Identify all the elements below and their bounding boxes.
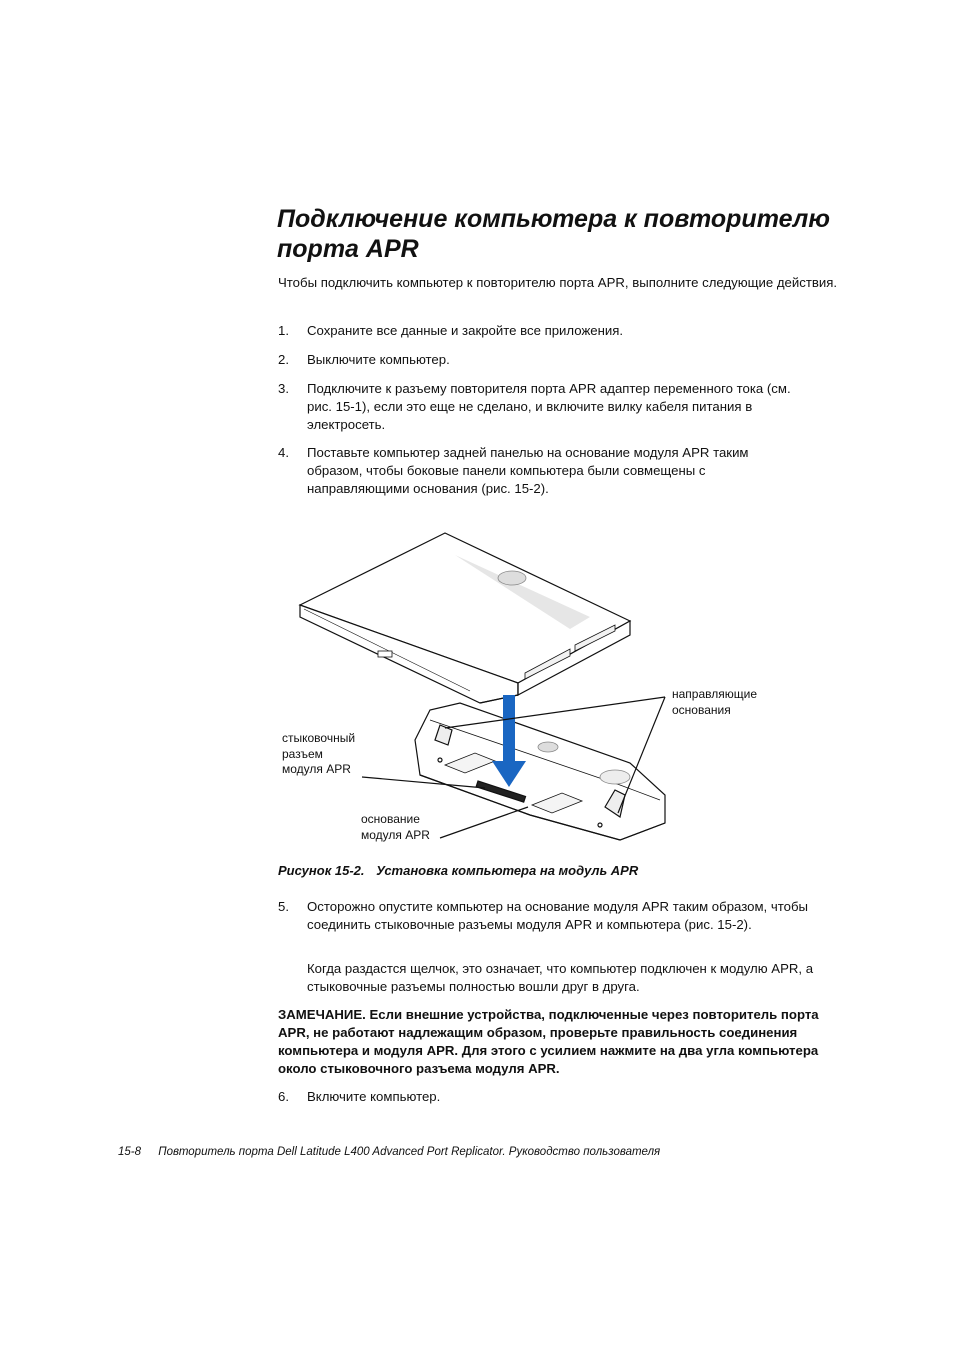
- callout-text: направляющие: [672, 687, 757, 701]
- step-number: 5.: [278, 899, 289, 914]
- callout-text: основания: [672, 702, 731, 717]
- step-text: Включите компьютер.: [307, 1089, 441, 1104]
- page-title: [277, 204, 877, 264]
- laptop-drawing: [300, 533, 630, 703]
- step-number: 1.: [278, 323, 289, 338]
- footer-text: Повторитель порта Dell Latitude L400 Advanced Port Replicator. Руководство пользователя: [158, 1146, 661, 1158]
- page-number: 15-8: [118, 1146, 142, 1158]
- callout-text: модуля APR: [282, 762, 351, 776]
- intro-paragraph: Чтобы подключить компьютер к повторителю порта APR, выполните следующие действия.: [278, 275, 838, 290]
- step-number: 4.: [278, 445, 289, 460]
- step-text: Подключите к разъему повторителя порта APR адаптер переменного тока (см. рис. 15-1), если это еще не сделано, и включите вилку кабеля питания в электросеть.: [307, 381, 791, 432]
- caption-text: Установка компьютера на модуль APR: [376, 863, 639, 878]
- step-number: 6.: [278, 1089, 289, 1104]
- callout-text: основание: [361, 812, 420, 826]
- callout-guides: [672, 687, 757, 718]
- caption-label: Рисунок 15-2.: [278, 863, 365, 878]
- page-footer: [118, 1146, 660, 1158]
- callout-text: модуля APR: [361, 827, 430, 842]
- apr-base-drawing: [415, 703, 665, 840]
- callout-text: разъем: [282, 746, 323, 761]
- figure-apr-installation: [270, 525, 690, 850]
- title-line-1: Подключение компьютера к повторителю: [277, 205, 830, 233]
- step-text: Поставьте компьютер задней панелью на основание модуля APR таким образом, чтобы боковые панели компьютера были совмещены с направляющими основания (рис. 15-2).: [307, 445, 749, 496]
- figure-caption: [278, 863, 646, 878]
- laptop-docking-illustration: [270, 525, 690, 845]
- notice-paragraph: ЗАМЕЧАНИЕ. Если внешние устройства, подключенные через повторитель порта APR, не работают надлежащим образом, проверьте правильность соединения компьютера и модуля APR. Для этого с усилием нажмите на два угла компьютера около стыковочного разъема модуля APR.: [278, 1007, 819, 1076]
- step-text: Сохраните все данные и закройте все приложения.: [307, 323, 624, 338]
- step-5-note: Когда раздастся щелчок, это означает, что компьютер подключен к модулю APR, а стыковочные разъемы полностью вошли друг в друга.: [307, 961, 814, 994]
- step-number: 2.: [278, 352, 289, 367]
- callout-base: [361, 812, 430, 843]
- step-text: Выключите компьютер.: [307, 352, 450, 367]
- callout-text: стыковочный: [282, 731, 356, 745]
- step-number: 3.: [278, 381, 289, 396]
- title-line-2: порта APR: [277, 235, 419, 263]
- step-text: Осторожно опустите компьютер на основание модуля APR таким образом, чтобы соединить стыковочные разъемы модуля APR и компьютера (рис. 15-2).: [307, 899, 808, 932]
- callout-connector: [282, 731, 355, 778]
